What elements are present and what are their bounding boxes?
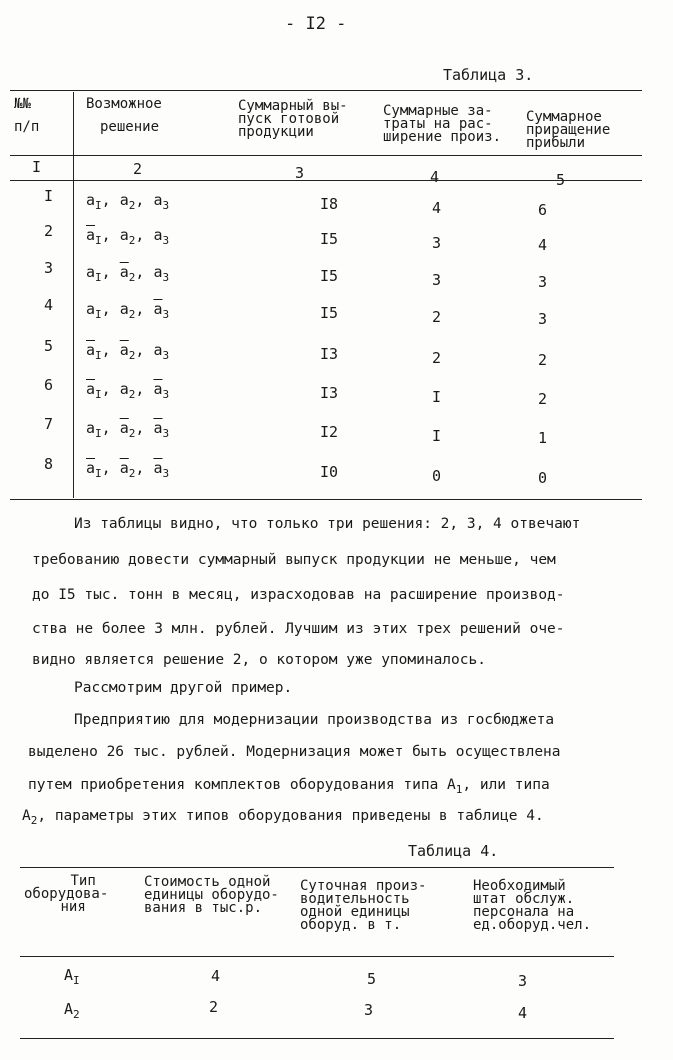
table-4-header-cost: Стоимость одной единицы оборудо- вания в тыс.р. (144, 874, 279, 916)
table-3-cell-solution: $\overline{a}_I$, $\overline{a}_2$, $\overline{a}_3$ (86, 459, 170, 480)
table-3-cell-cost: 0 (432, 467, 442, 485)
table-3-cell-num: I (44, 187, 54, 205)
table-4-cell-staff: 4 (518, 1004, 528, 1022)
table-3-header-cost: Суммарные за- траты на рас- ширение произ. (383, 103, 502, 145)
table-3-cell-cost: I (432, 427, 442, 445)
text-line: требованию довести суммарный выпуск продукции не меньше, чем (32, 552, 556, 568)
text-line: до I5 тыс. тонн в месяц, израсходовав на расширение производ- (32, 587, 565, 603)
table-3-header-num: №№ п/п (14, 96, 40, 135)
table-4-header-prod: Суточная произ- водительность одной единицы оборуд. в т. (300, 878, 427, 933)
page-number: - I2 - (285, 14, 347, 34)
table-3-cell-solution: $a_I$, $a_2$, $\overline{a}_3$ (86, 300, 170, 321)
text-line: Рассмотрим другой пример. (74, 680, 293, 696)
table-3-cell-cost: I (432, 388, 442, 406)
table-3-cell-profit: 2 (538, 390, 548, 408)
table-3-header-output: Суммарный вы- пуск готовой продукции (238, 98, 348, 140)
table-3-cell-num: 3 (44, 259, 54, 277)
table-3-colnum: 5 (556, 171, 566, 189)
table-3-cell-solution: $\overline{a}_I$, $\overline{a}_2$, $a_3$ (86, 341, 170, 362)
table-4-header-type: Тип оборудова- ния (24, 873, 109, 915)
table-4-cell-staff: 3 (518, 972, 528, 990)
table-3-cell-num: 5 (44, 337, 54, 355)
text-line: ства не более 3 млн. рублей. Лучшим из этих трех решений оче- (32, 621, 565, 637)
table-3-cell-num: 8 (44, 455, 54, 473)
table-4-header-rule (20, 956, 614, 957)
table-3-cell-output: I5 (320, 230, 339, 248)
table-3-colnum: 4 (430, 168, 440, 186)
table-3-cell-num: 2 (44, 222, 54, 240)
table-3-colnum-rule (10, 180, 642, 181)
table-3-cell-solution: $\overline{a}_I$, $a_2$, $a_3$ (86, 226, 170, 247)
table-3-divider (73, 92, 74, 498)
table-3-cell-cost: 2 (432, 308, 442, 326)
table-3-cell-solution: $a_I$, $a_2$, $a_3$ (86, 191, 170, 212)
table-4-header-staff: Необходимый штат обслуж. персонала на ед.оборуд.чел. (473, 878, 592, 933)
table-3-top-rule (10, 90, 642, 91)
text-line: Из таблицы видно, что только три решения: 2, 3, 4 отвечают (74, 516, 581, 532)
table-4-cell-prod: 3 (364, 1001, 374, 1019)
table-3-colnum: I (32, 158, 42, 176)
table-3-cell-num: 6 (44, 376, 54, 394)
text-line: видно является решение 2, о котором уже упоминалось. (32, 652, 486, 668)
table-3-bottom-rule (10, 499, 642, 500)
table-3-colnum: 3 (295, 164, 305, 182)
text-line: Предприятию для модернизации производства из госбюджета (74, 712, 555, 728)
table-3-cell-profit: 3 (538, 310, 548, 328)
table-3-cell-num: 7 (44, 415, 54, 433)
table-3-cell-output: I2 (320, 423, 339, 441)
table-4-top-rule (20, 867, 614, 868)
table-4-cell-type: $A_2$ (64, 1000, 80, 1021)
table-3-cell-output: I0 (320, 463, 339, 481)
table-3-cell-output: I8 (320, 195, 339, 213)
table-3-cell-output: I3 (320, 345, 339, 363)
table-3-header-profit: Суммарное приращение прибыли (526, 109, 611, 151)
table-3-header-solution: Возможное решение (86, 96, 162, 135)
table-3-cell-profit: 3 (538, 273, 548, 291)
table-3-cell-output: I5 (320, 267, 339, 285)
text-line: выделено 26 тыс. рублей. Модернизация может быть осуществлена (28, 744, 561, 760)
table-3-cell-cost: 2 (432, 349, 442, 367)
table-3-cell-solution: $a_I$, $\overline{a}_2$, $\overline{a}_3$ (86, 419, 170, 440)
text-line: $A_2$, параметры этих типов оборудования приведены в таблице 4. (22, 808, 544, 827)
table-3-cell-solution: $\overline{a}_I$, $a_2$, $\overline{a}_3$ (86, 380, 170, 401)
table-3-cell-cost: 3 (432, 234, 442, 252)
table-4-cell-prod: 5 (367, 970, 377, 988)
table-3-colnum: 2 (133, 160, 143, 178)
table-4-cell-cost: 2 (209, 998, 219, 1016)
table-3-cell-profit: 6 (538, 201, 548, 219)
table-4-cell-type: $A_I$ (64, 966, 80, 987)
table-3-cell-cost: 4 (432, 199, 442, 217)
table-3-cell-profit: 4 (538, 236, 548, 254)
table-3-cell-profit: 2 (538, 351, 548, 369)
table-4-cell-cost: 4 (211, 967, 221, 985)
table-3-caption: Таблица 3. (443, 66, 534, 84)
table-3-cell-profit: 1 (538, 429, 548, 447)
table-3-cell-cost: 3 (432, 271, 442, 289)
table-3-cell-output: I5 (320, 304, 339, 322)
text-line: путем приобретения комплектов оборудования типа $A_1$, или типа (28, 777, 550, 796)
table-3-cell-solution: $a_I$, $\overline{a}_2$, $a_3$ (86, 263, 170, 284)
table-4-bottom-rule (20, 1038, 614, 1039)
table-4-caption: Таблица 4. (408, 842, 499, 860)
table-3-cell-profit: 0 (538, 469, 548, 487)
table-3-cell-num: 4 (44, 296, 54, 314)
table-3-header-rule (10, 155, 642, 156)
table-3-cell-output: I3 (320, 384, 339, 402)
